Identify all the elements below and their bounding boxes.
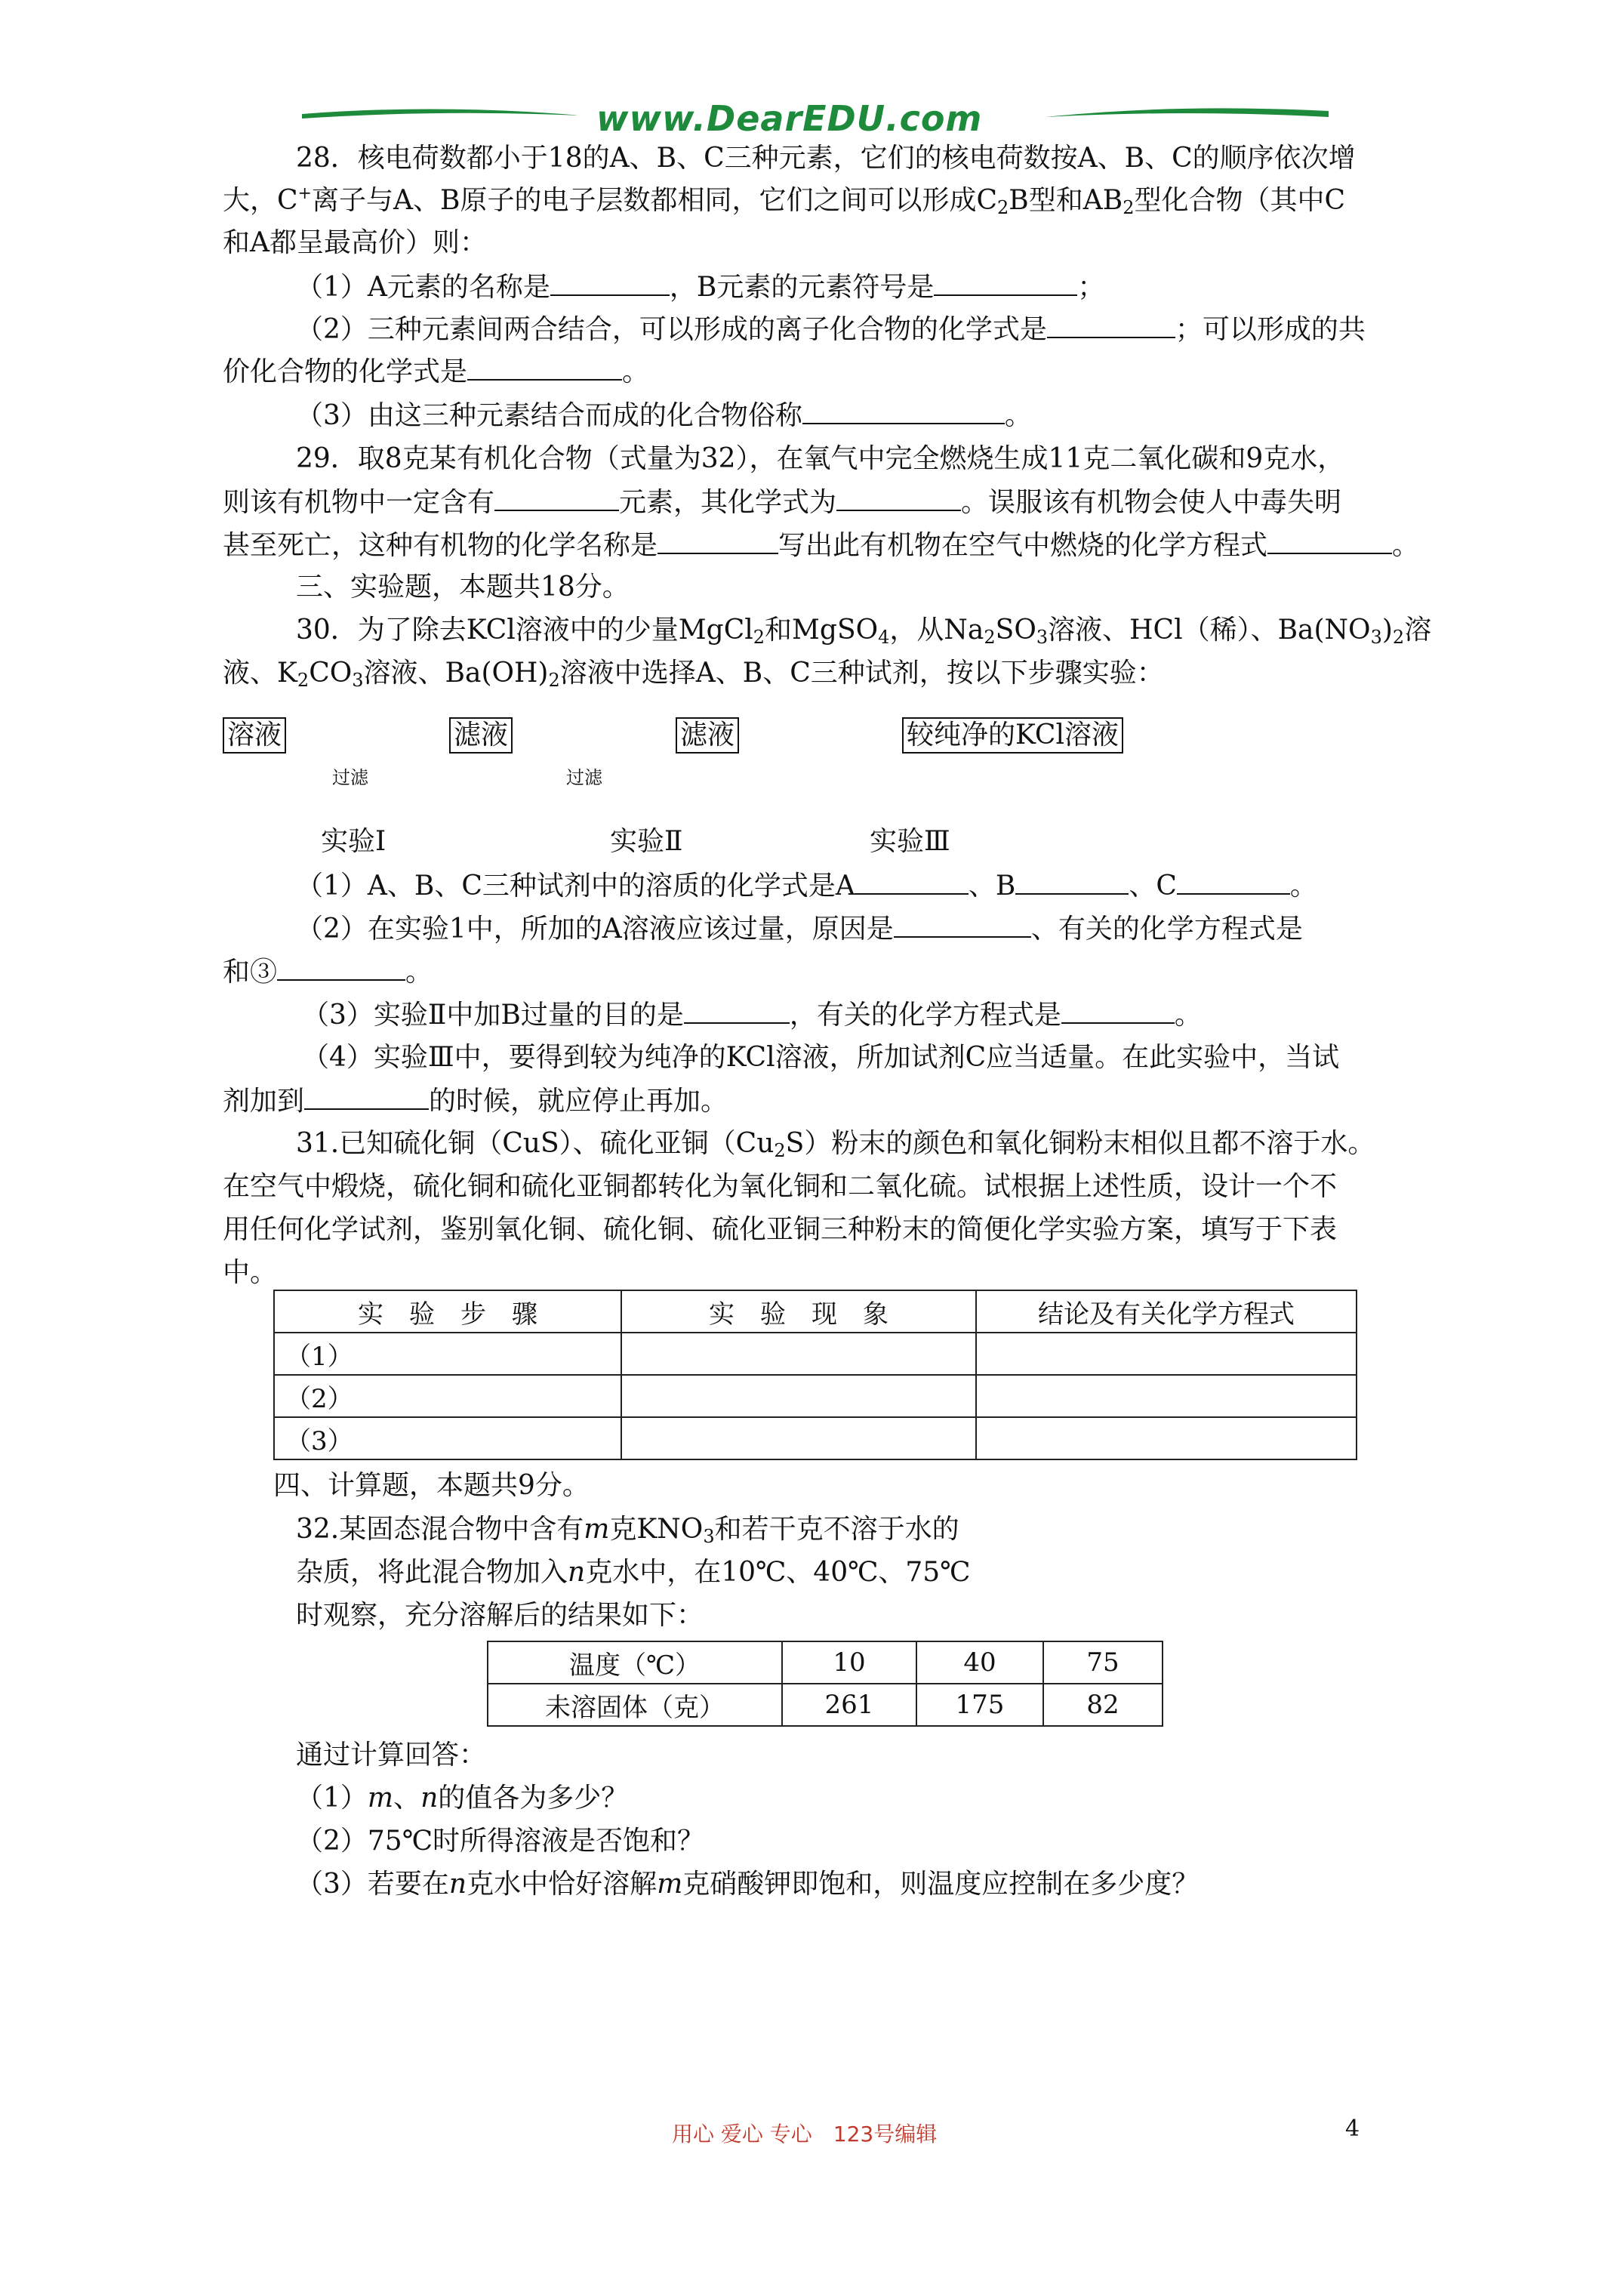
footer-text: 用心 爱心 专心 123号编辑 xyxy=(672,2122,938,2147)
answer-blank[interactable] xyxy=(836,487,961,511)
q32-question1: （1）m、n的值各为多少？ xyxy=(296,1783,629,1814)
answer-blank[interactable] xyxy=(802,400,1005,424)
q30-line1: 30．为了除去KCl溶液中的少量MgCl$_2$和MgSO$_4$，从$Na_2SO_3$溶液、HCl（稀）、$Ba(NO_3)_2$溶 xyxy=(296,615,1432,648)
section-experiment-heading: 三、实验题，本题共18分。 xyxy=(296,572,630,603)
q29-line1: 29．取8克某有机化合物（式量为32），在氧气中完全燃烧生成11克二氧化碳和9克水， xyxy=(296,443,1345,474)
section-calculation-heading: 四、计算题，本题共9分。 xyxy=(273,1470,590,1501)
q28-part2: （2）三种元素间两合结合，可以形成的离子化合物的化学式是 ；可以形成的共 xyxy=(296,314,1366,345)
q29-line3: 甚至死亡，这种有机物的化学名称是 写出此有机物在空气中燃烧的化学方程式 。 xyxy=(223,530,1420,561)
q28-line2: 大，C+离子与A、B原子的电子层数都相同，它们之间可以形成$C_2B$型和$AB_2$型化合物（其中C xyxy=(223,184,1346,218)
q31-line1: 31.已知硫化铜（CuS）、硫化亚铜$(Cu_2S)$粉末的颜色和氧化铜粉末相似且都不溶于水。 xyxy=(296,1128,1375,1161)
q31-line3: 用任何化学试剂，鉴别氧化铜、硫化铜、硫化亚铜三种粉末的简便化学实验方案，填写于下表 xyxy=(223,1214,1338,1245)
answer-blank[interactable] xyxy=(1061,1000,1175,1024)
table-cell[interactable]: （2） xyxy=(274,1375,621,1417)
q31-line2: 在空气中煅烧，硫化铜和硫化亚铜都转化为氧化铜和二氧化硫。试根据上述性质，设计一个不 xyxy=(223,1171,1338,1202)
table-cell: 175 xyxy=(916,1684,1043,1726)
answer-blank[interactable] xyxy=(1047,314,1175,338)
flow-label-exp2: 实验Ⅱ xyxy=(610,826,683,857)
q31-line4: 中。 xyxy=(223,1257,278,1288)
q30-part2-cont: 和③ 。 xyxy=(223,957,433,988)
answer-blank[interactable] xyxy=(1015,871,1129,895)
table-cell: 75 xyxy=(1043,1641,1163,1684)
table-cell: 10 xyxy=(782,1641,916,1684)
q32-answer-intro: 通过计算回答： xyxy=(296,1740,487,1771)
table-row xyxy=(488,1641,1163,1684)
answer-blank[interactable] xyxy=(684,1000,790,1024)
q32-data-table xyxy=(487,1641,1163,1727)
answer-blank[interactable] xyxy=(894,914,1031,938)
q32-question2: （2）75℃时所得溶液是否饱和？ xyxy=(296,1826,704,1857)
table-row xyxy=(488,1684,1163,1726)
answer-blank[interactable] xyxy=(550,272,670,296)
table-cell[interactable] xyxy=(976,1333,1357,1375)
q30-part1: （1）A、B、C三种试剂中的溶质的化学式是A 、B 、C 。 xyxy=(296,871,1317,901)
flow-box-filtrate-1: 滤液 xyxy=(449,717,513,754)
q28-line1: 28．核电荷数都小于18的A、B、C三种元素，它们的核电荷数按A、B、C的顺序依次增 xyxy=(296,143,1356,174)
q31-experiment-table xyxy=(273,1290,1357,1460)
flow-label-exp1: 实验Ⅰ xyxy=(321,826,387,857)
table-cell: 温度（℃） xyxy=(488,1641,782,1684)
answer-blank[interactable] xyxy=(1177,871,1290,895)
flow-box-pure-kcl: 较纯净的KCl溶液 xyxy=(902,717,1123,754)
q28-part1: （1）A元素的名称是 ，B元素的元素符号是 ； xyxy=(296,272,1105,303)
flow-label-exp3: 实验Ⅲ xyxy=(870,826,950,857)
site-logo[interactable]: www.DearEDU.com xyxy=(596,98,983,139)
table-cell[interactable] xyxy=(976,1375,1357,1417)
table-cell[interactable]: （3） xyxy=(274,1417,621,1459)
flow-label-filter-2: 过滤 xyxy=(566,767,602,788)
flow-box-filtrate-2: 滤液 xyxy=(676,717,739,754)
table-cell: 261 xyxy=(782,1684,916,1726)
answer-blank[interactable] xyxy=(1267,530,1392,554)
q32-question3: （3）若要在n克水中恰好溶解m克硝酸钾即饱和，则温度应控制在多少度？ xyxy=(296,1869,1200,1900)
answer-blank[interactable] xyxy=(855,871,969,895)
table-row xyxy=(274,1333,1357,1375)
answer-blank[interactable] xyxy=(658,530,778,554)
q30-part4: （4）实验Ⅲ中，要得到较为纯净的KCl溶液，所加试剂C应当适量。在此实验中，当试 xyxy=(302,1042,1340,1073)
page-number: 4 xyxy=(1345,2116,1360,2142)
table-header: 结论及有关化学方程式 xyxy=(976,1290,1357,1333)
table-cell[interactable] xyxy=(621,1333,976,1375)
flow-box-solution: 溶液 xyxy=(223,717,286,754)
table-row xyxy=(274,1375,1357,1417)
q30-line2: 液、$K_2CO_3$溶液、$Ba(OH)_2$溶液中选择A、B、C三种试剂，按以下步骤实验： xyxy=(223,658,1164,691)
q29-line2: 则该有机物中一定含有 元素，其化学式为 。误服该有机物会使人中毒失明 xyxy=(223,487,1342,518)
table-cell[interactable] xyxy=(621,1417,976,1459)
flow-label-filter-1: 过滤 xyxy=(332,767,368,788)
answer-blank[interactable] xyxy=(494,487,619,511)
q28-part2-cont: 价化合物的化学式是 。 xyxy=(223,356,650,387)
q30-part2: （2）在实验1中，所加的A溶液应该过量，原因是 、有关的化学方程式是 xyxy=(296,914,1303,945)
q32-line2: 杂质，将此混合物加入n克水中，在10℃、40℃、75℃ xyxy=(296,1557,971,1588)
table-header: 实 验 现 象 xyxy=(621,1290,976,1333)
table-cell: 未溶固体（克） xyxy=(488,1684,782,1726)
q28-part3: （3）由这三种元素结合而成的化合物俗称 。 xyxy=(296,400,1032,431)
q28-line3: 和A都呈最高价）则： xyxy=(223,227,487,258)
table-cell: 40 xyxy=(916,1641,1043,1684)
table-row xyxy=(274,1417,1357,1459)
table-header-row xyxy=(274,1290,1357,1333)
q32-line3: 时观察，充分溶解后的结果如下： xyxy=(296,1600,704,1631)
table-header: 实 验 步 骤 xyxy=(274,1290,621,1333)
table-cell[interactable]: （1） xyxy=(274,1333,621,1375)
q32-line1: 32.某固态混合物中含有m克$KNO_3$和若干克不溶于水的 xyxy=(296,1514,959,1547)
answer-blank[interactable] xyxy=(304,1086,429,1110)
table-cell[interactable] xyxy=(621,1375,976,1417)
answer-blank[interactable] xyxy=(934,272,1077,296)
q30-part3: （3）实验Ⅱ中加B过量的目的是 ，有关的化学方程式是 。 xyxy=(302,1000,1202,1031)
table-cell[interactable] xyxy=(976,1417,1357,1459)
q30-part4-cont: 剂加到 的时候，就应停止再加。 xyxy=(223,1086,728,1117)
answer-blank[interactable] xyxy=(467,356,622,381)
table-cell: 82 xyxy=(1043,1684,1163,1726)
answer-blank[interactable] xyxy=(277,957,405,981)
